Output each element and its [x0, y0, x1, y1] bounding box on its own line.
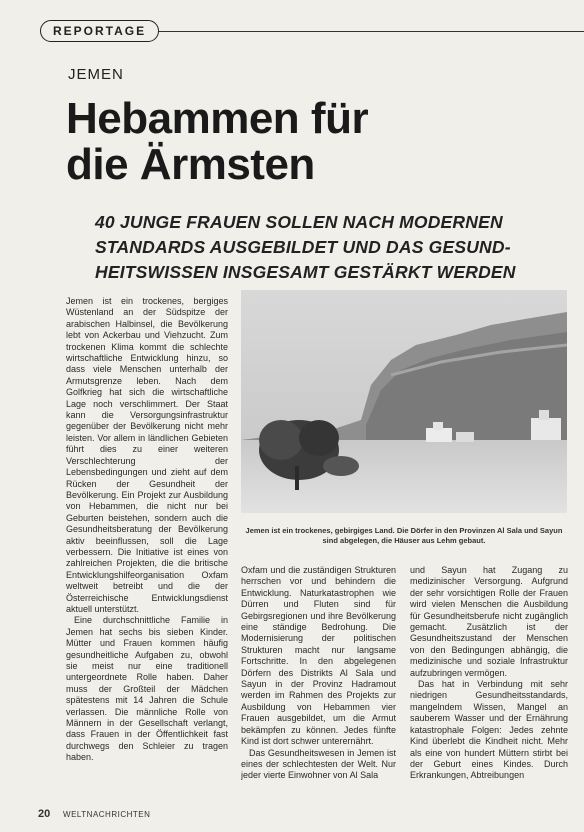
headline-line-2: die Ärmsten: [66, 140, 315, 189]
body-paragraph: und Sayun hat Zugang zu medizinischer Versorgung. Aufgrund der sehr vorsichtigen Rolle der Frauen wird vielen Menschen die Ausbildung für Gesundheitsberufe nicht zugänglich gemacht. Zusätzlich ist der Gesundheitszustand der Menschen von den Bedingungen abhängig, die medizinische und soziale Infrastruktur aufzubringen vermögen.: [410, 565, 568, 678]
body-paragraph: Das Gesundheitswesen in Jemen ist eines der schlechtesten der Welt. Nur jeder vierte Einwohner von Al Sala: [241, 747, 396, 781]
body-paragraph: Das hat in Verbindung mit sehr niedrigen Gesundheitsstandards, mangelndem Wissen, Mangel an sauberem Wasser und der Ernährung katastrophale Folgen: Jedes zehnte Kind überlebt die Kindheit nicht. Mehr als eine von hundert Müttern stirbt bei der Geburt eines Kindes. Durch Erkrankungen, Abtreibungen: [410, 679, 568, 781]
body-paragraph: Jemen ist ein trockenes, bergiges Wüstenland an der Südspitze der arabischen Halbinsel, die Bevölkerung lebt von Ackerbau und Viehzucht. Zum trockenen Klima kommt die schlechte wirtschaftliche Entwicklung hinzu, so dass viele Menschen unterhalb der Armutsgrenze leben. Nach dem Golfkrieg hat sich die wirtschaftliche Lage noch verschlimmert. Der Staat kann die Versorgungsinfrastruktur gegenüber der Bevölkerung nicht mehr leisten. Vor allem in ländlichen Gebieten führt dies zu einer weiteren Verschlechterung der Lebensbedingungen und zieht auf dem Rücken der Gesundheit der Bevölkerung. Ein Projekt zur Ausbildung von Hebammen, die nicht nur bei Geburten beistehen, sondern auch die Gesundheitsberatung der Bevölkerung aktiv beeinflussen, soll die Lage verbessern. Die Initiative ist eines von zahlreichen Projekten, die die britische Entwicklungshilfeorganisation Oxfam weltweit betreibt und die der Österreichische Entwicklungsdienst aktuell unterstützt.: [66, 296, 228, 614]
magazine-name: WELTNACHRICHTEN: [63, 810, 151, 819]
photo-illustration: [241, 290, 567, 513]
subhead-line-2: STANDARDS AUSGEBILDET UND DAS GESUND-: [95, 237, 511, 257]
headline-line-1: Hebammen für: [66, 94, 369, 143]
page-number: 20: [38, 808, 51, 820]
subhead-line-1: 40 JUNGE FRAUEN SOLLEN NACH MODERNEN: [95, 212, 503, 232]
body-paragraph: Oxfam und die zuständigen Strukturen herrschen vor und behindern die Entwicklung. Naturkatastrophen wie Dürren und Fluten sind für Gebirgsregionen und ihre Bevölkerung eine ständige Bedrohung. Die Modernisierung der politischen Strukturen macht nur langsame Fortschritte. In den abgelegenen Dörfern des Distrikts Al Sala und Sayun in der Provinz Hadramout werden im Rahmen des Projekts zur Ausbildung von Hebammen vier Frauen ausgebildet, um die Armut bekämpfen zu können. Jedes fünfte Kind ist dort schwer unterernährt.: [241, 565, 396, 747]
article-kicker: JEMEN: [68, 66, 124, 83]
body-column-1: [66, 296, 228, 800]
article-subhead: [95, 210, 565, 285]
photo-caption: [241, 526, 567, 546]
body-paragraph: Eine durchschnittliche Familie in Jemen hat sechs bis sieben Kinder. Mütter und Frauen kommen häufig gesundheitliche Aufgaben zu, obwohl sie meist nur eine traditionell untergeordnete Rolle haben. Daher muss der Großteil der Mädchen spätestens mit 14 Jahren die Schule verlassen. Die männliche Rolle von Männern in der Gesellschaft verlangt, dass Frauen in der Öffentlichkeit fast durchwegs den Schleier zu tragen haben.: [66, 615, 228, 763]
article-headline: [66, 96, 368, 188]
body-column-3: [410, 565, 568, 800]
section-rubric: REPORTAGE: [40, 20, 159, 42]
caption-line-1: Jemen ist ein trockenes, gebirgiges Land. Die Dörfer in den Provinzen Al Sala und Sayun: [245, 526, 563, 535]
caption-line-2: sind abgelegen, die Häuser aus Lehm gebaut.: [322, 536, 486, 545]
landscape-photo: [241, 290, 567, 513]
subhead-line-3: HEITSWISSEN INSGESAMT GESTÄRKT WERDEN: [95, 262, 516, 282]
body-column-2: [241, 565, 396, 800]
page-footer: [38, 808, 150, 820]
